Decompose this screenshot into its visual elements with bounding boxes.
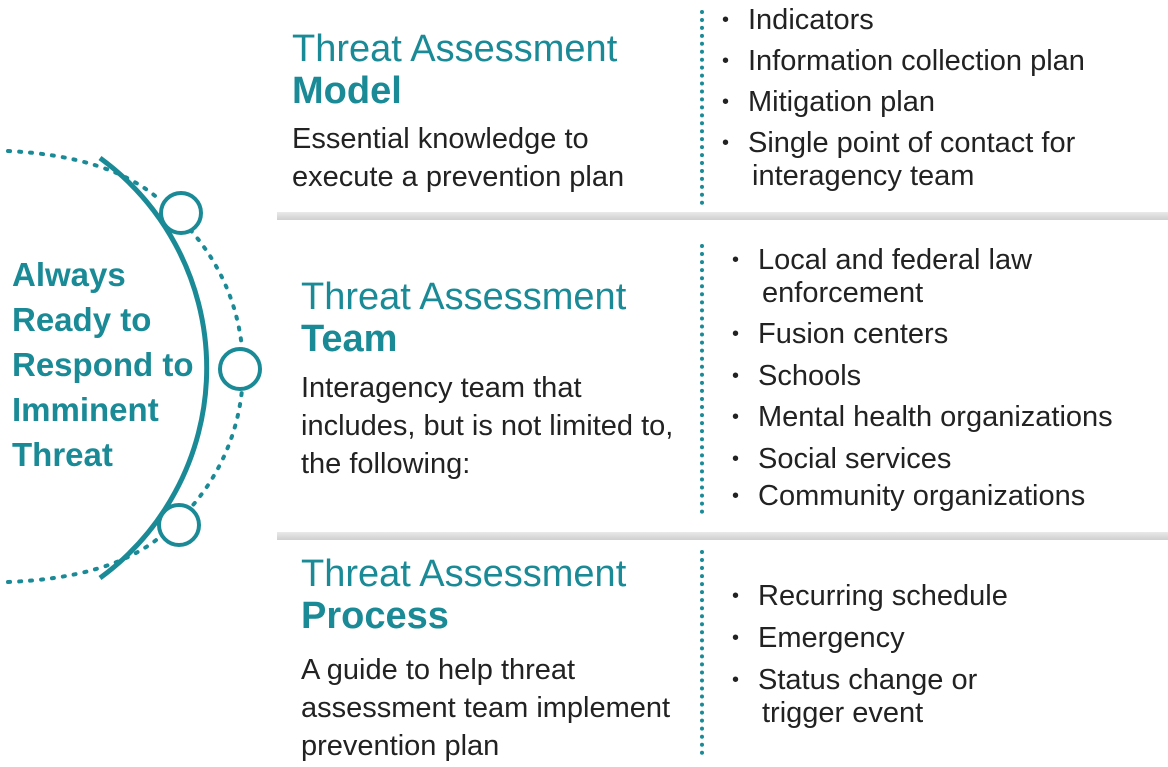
vertical-dotted-divider: [700, 550, 704, 755]
section-description-team: Interagency team that includes, but is not limited to, the following:: [301, 372, 674, 480]
list-item: • Information collection plan: [722, 45, 1085, 78]
side-label-line: Respond to: [12, 346, 194, 383]
list-item: • Emergency: [732, 622, 1008, 655]
node-circle-model: [161, 193, 201, 233]
side-label-line: Always: [12, 256, 126, 293]
bullet-list-process: [732, 580, 1008, 730]
node-circle-process: [159, 505, 199, 545]
list-item: • Mitigation plan: [722, 86, 1085, 119]
section-description-process: A guide to help threat assessment team implement prevention plan: [301, 654, 671, 762]
vertical-dotted-divider: [700, 10, 704, 205]
section-title-bold: Team: [301, 318, 398, 360]
section-separator: [277, 212, 1168, 220]
list-item: • Schools: [732, 360, 1113, 393]
list-item: • Indicators: [722, 4, 1085, 37]
section-title-model: [292, 28, 617, 112]
section-title-light: Threat Assessment: [292, 28, 618, 70]
list-item: • Local and federal law enforcement: [732, 244, 1113, 310]
list-item: • Single point of contact for interagency team: [722, 127, 1085, 193]
list-item: • Recurring schedule: [732, 580, 1008, 613]
section-title-bold: Process: [301, 595, 449, 637]
section-title-light: Threat Assessment: [301, 553, 627, 595]
side-label-line: Threat: [12, 436, 113, 473]
section-description-model: Essential knowledge to execute a prevention plan: [292, 123, 625, 193]
side-label-line: Imminent: [12, 391, 159, 428]
list-item: • Mental health organizations: [732, 401, 1113, 434]
list-item: • Status change or trigger event: [732, 664, 1008, 730]
side-label: [12, 252, 242, 477]
section-separator: [277, 532, 1168, 540]
section-title-process: [301, 553, 626, 637]
list-item: • Community organizations: [732, 480, 1113, 513]
list-item: • Fusion centers: [732, 318, 1113, 351]
section-title-bold: Model: [292, 70, 402, 112]
bullet-list-model: [722, 4, 1085, 193]
section-title-team: [301, 276, 626, 360]
bullet-list-team: [732, 244, 1113, 513]
vertical-dotted-divider: [700, 244, 704, 514]
side-label-line: Ready to: [12, 301, 152, 338]
list-item: • Social services: [732, 443, 1113, 476]
section-title-light: Threat Assessment: [301, 276, 627, 318]
